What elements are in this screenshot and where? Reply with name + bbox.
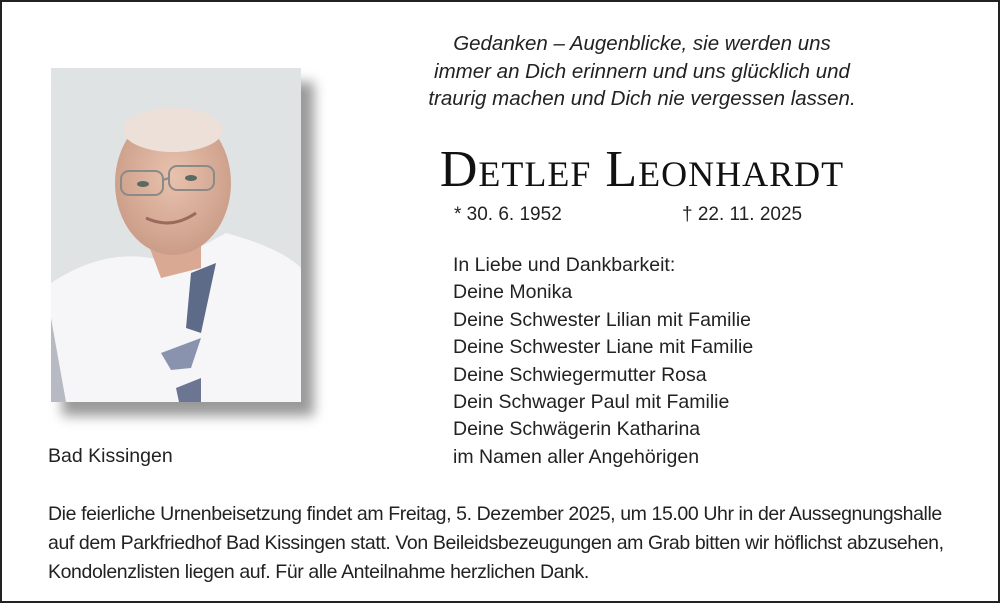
city-label: Bad Kissingen xyxy=(48,445,173,467)
funeral-details: Die feierliche Urnenbeisetzung findet am Freitag, 5. Dezember 2025, um 15.00 Uhr in der Aussegnungshalle auf dem Parkfriedhof Bad Kissingen statt. Von Beileidsbezeugungen am Grab bitten wir höflichst abzusehen, Kondolenzlisten liegen auf. Für alle Anteilnahme herzlichen Dank. xyxy=(48,503,944,583)
memorial-quote xyxy=(407,30,877,113)
mourner-line: Deine Schwiegermutter Rosa xyxy=(453,363,707,386)
mourner-line: Deine Schwester Lilian mit Familie xyxy=(453,308,752,331)
death-date: † 22. 11. 2025 xyxy=(682,204,803,225)
mourner-line: Deine Schwägerin Katharina xyxy=(453,418,701,441)
quote-line: traurig machen und Dich nie vergessen lassen. xyxy=(428,87,856,110)
mourner-line: Dein Schwager Paul mit Familie xyxy=(453,391,730,414)
mourners-list xyxy=(453,252,753,471)
mourner-line: im Namen aller Angehörigen xyxy=(453,445,700,468)
birth-date: * 30. 6. 1952 xyxy=(454,204,562,225)
quote-line: immer an Dich erinnern und uns glücklich und xyxy=(434,59,850,83)
mourner-line: Deine Schwester Liane mit Familie xyxy=(453,336,754,359)
mourner-line: In Liebe und Dankbarkeit: xyxy=(453,254,676,276)
mourner-line: Deine Monika xyxy=(453,281,573,304)
portrait-illustration xyxy=(51,68,301,402)
portrait-photo xyxy=(51,68,301,402)
quote-line: Gedanken – Augenblicke, sie werden uns xyxy=(453,32,831,55)
deceased-name: Detlef Leonhardt xyxy=(439,141,845,198)
